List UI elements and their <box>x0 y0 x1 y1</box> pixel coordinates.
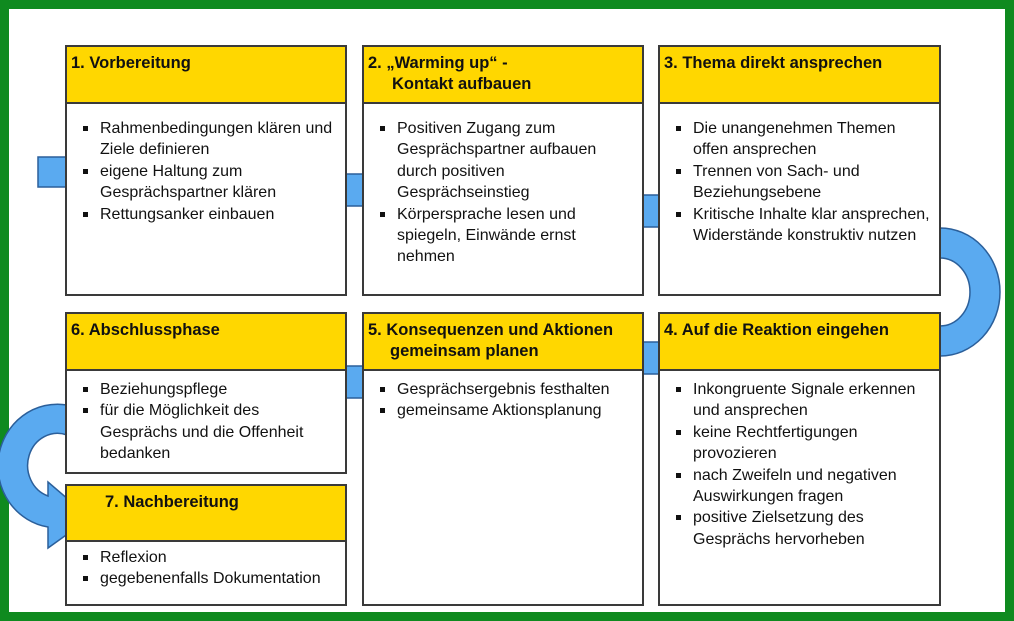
list-item: nach Zweifeln und negativen Auswirkungen fragen <box>674 465 933 508</box>
step-4-list <box>660 371 939 550</box>
step-1-box <box>65 45 347 296</box>
step-2-list <box>364 104 642 268</box>
list-item: Inkongruente Signale erkennen und ansprechen <box>674 379 933 422</box>
step-7-title: 7. Nachbereitung <box>67 486 345 542</box>
step-7-box <box>65 484 347 606</box>
step-3-box <box>658 45 941 296</box>
entry-connector <box>38 157 68 187</box>
step-1-title: 1. Vorbereitung <box>67 47 345 104</box>
step-4-box <box>658 312 941 606</box>
step-5-box <box>362 312 644 606</box>
list-item: Positiven Zugang zum Gesprächspartner aufbauen durch positiven Gesprächseinstieg <box>378 118 636 204</box>
list-item: keine Rechtfertigungen provozieren <box>674 422 933 465</box>
step-6-title: 6. Abschlussphase <box>67 314 345 371</box>
step-5-title: 5. Konsequenzen und Aktionen gemeinsam planen <box>364 314 642 371</box>
list-item: gegebenenfalls Dokumentation <box>81 568 339 589</box>
list-item: für die Möglichkeit des Gesprächs und die Offenheit bedanken <box>81 400 339 464</box>
list-item: gemeinsame Aktionsplanung <box>378 400 636 421</box>
connector-3-4-curve <box>940 228 1000 356</box>
list-item: Die unangenehmen Themen offen ansprechen <box>674 118 933 161</box>
step-6-box <box>65 312 347 474</box>
step-2-box <box>362 45 644 296</box>
list-item: eigene Haltung zum Gesprächspartner klären <box>81 161 339 204</box>
list-item: Gesprächsergebnis festhalten <box>378 379 636 400</box>
step-6-list <box>67 371 345 465</box>
list-item: Kritische Inhalte klar ansprechen, Widerstände konstruktiv nutzen <box>674 204 933 247</box>
step-3-title: 3. Thema direkt ansprechen <box>660 47 939 104</box>
list-item: Trennen von Sach- und Beziehungsebene <box>674 161 933 204</box>
list-item: positive Zielsetzung des Gesprächs hervorheben <box>674 507 933 550</box>
step-5-list <box>364 371 642 422</box>
list-item: Rahmenbedingungen klären und Ziele definieren <box>81 118 339 161</box>
step-1-list <box>67 104 345 225</box>
step-3-list <box>660 104 939 246</box>
step-2-title: 2. „Warming up“ - Kontakt aufbauen <box>364 47 642 104</box>
list-item: Rettungsanker einbauen <box>81 204 339 225</box>
list-item: Körpersprache lesen und spiegeln, Einwände ernst nehmen <box>378 204 636 268</box>
list-item: Reflexion <box>81 547 339 568</box>
step-4-title: 4. Auf die Reaktion eingehen <box>660 314 939 371</box>
list-item: Beziehungspflege <box>81 379 339 400</box>
step-7-list <box>67 542 345 590</box>
